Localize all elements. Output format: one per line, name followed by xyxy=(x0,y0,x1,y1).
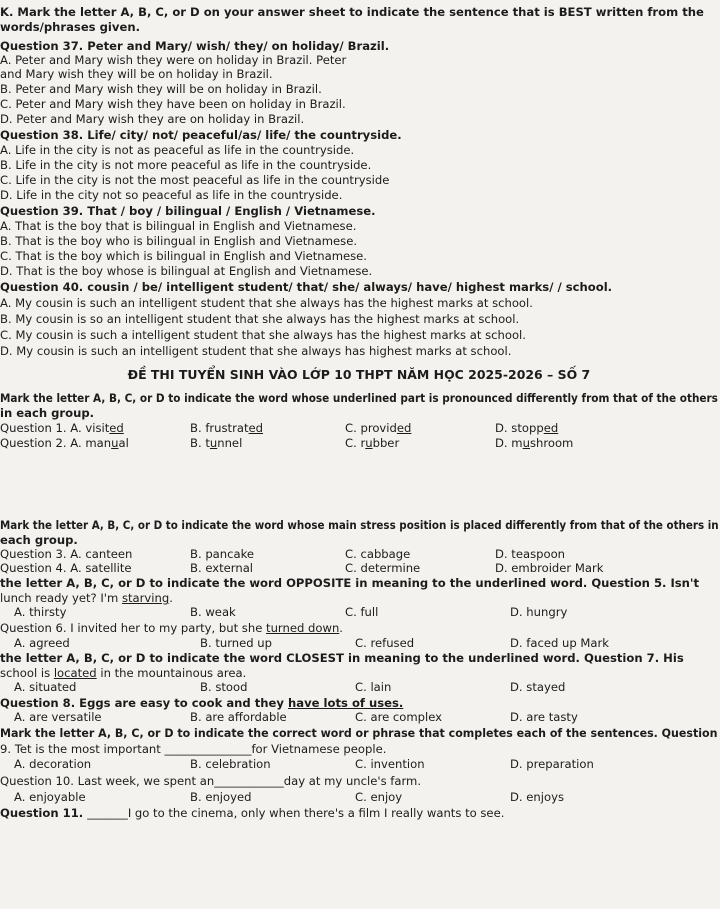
q6-option-b: B. turned up xyxy=(200,636,273,650)
q7-option-d: D. stayed xyxy=(510,680,566,694)
q10-post: day at my uncle's farm. xyxy=(283,774,422,788)
q38-option-b: B. Life in the city is not more peaceful as life in the countryside. xyxy=(0,158,372,172)
q4-option-d: D. embroider Mark xyxy=(495,561,604,575)
q2-b-underlined: u xyxy=(209,436,218,450)
q2-d-underlined: u xyxy=(522,436,530,450)
q2-c-underlined: u xyxy=(365,436,373,450)
q9-option-d: D. preparation xyxy=(510,757,594,771)
q4-option-b: B. external xyxy=(190,561,254,575)
q40-option-a: A. My cousin is such an intelligent student that she always has the highest marks at school. xyxy=(0,296,533,310)
q38-option-d: D. Life in the city not so peaceful as life in the countryside. xyxy=(0,188,343,202)
q9-option-a: A. decoration xyxy=(14,757,92,771)
q1-a-underlined: ed xyxy=(109,421,124,435)
q3-option-c: C. cabbage xyxy=(345,547,411,561)
q8-option-d: D. are tasty xyxy=(510,710,578,724)
q11-blank: _______ xyxy=(87,806,128,820)
q8-pre: Question 8. Eggs are easy to cook and they xyxy=(0,696,288,710)
pronunciation-instruction-line2: in each group. xyxy=(0,406,95,420)
opposite-instruction: the letter A, B, C, or D to indicate the word OPPOSITE in meaning to the underlined word. Question 5. Isn't xyxy=(0,576,700,590)
q6-option-d: D. faced up Mark xyxy=(510,636,610,650)
q3-option-d: D. teaspoon xyxy=(495,547,566,561)
q8-stem xyxy=(0,696,403,710)
q5-underlined: starving xyxy=(121,591,170,605)
q37-option-a-line1: A. Peter and Mary wish they were on holiday in Brazil. Peter xyxy=(0,53,347,67)
q2-c-pre: C. r xyxy=(345,436,366,450)
q6-option-a: A. agreed xyxy=(14,636,70,650)
q1-option-d xyxy=(495,421,558,435)
q2-label: Question 2. A. xyxy=(0,436,86,450)
q1-option-b xyxy=(190,421,263,435)
q5-stem xyxy=(0,591,173,605)
q10-option-a: A. enjoyable xyxy=(14,790,86,804)
section-instruction-line1: K. Mark the letter A, B, C, or D on your answer sheet to indicate the sentence that is BEST written from the xyxy=(0,5,704,19)
exam-title: ĐỀ THI TUYỂN SINH VÀO LỚP 10 THPT NĂM HỌC 2025-2026 – SỐ 7 xyxy=(127,367,591,382)
q2-a-underlined: u xyxy=(111,436,119,450)
q10-option-d: D. enjoys xyxy=(510,790,564,804)
q7-option-b: B. stood xyxy=(200,680,248,694)
q39-option-c: C. That is the boy which is bilingual in English and Vietnamese. xyxy=(0,249,367,263)
q1-a-pre: visit xyxy=(85,421,110,435)
q2-option-d xyxy=(495,436,573,450)
q5-option-c: C. full xyxy=(345,605,379,619)
q39-option-a: A. That is the boy that is bilingual in English and Vietnamese. xyxy=(0,219,357,233)
q9-option-b: B. celebration xyxy=(190,757,271,771)
q4-option-c: C. determine xyxy=(345,561,421,575)
q5-option-b: B. weak xyxy=(190,605,236,619)
q39-stem: Question 39. That / boy / bilingual / English / Vietnamese. xyxy=(0,204,376,218)
q9-post: for Vietnamese people. xyxy=(251,742,387,756)
q1-d-underlined: ed xyxy=(543,421,559,435)
q7-underlined: located xyxy=(53,666,97,680)
q9-blank: _______________ xyxy=(164,742,252,756)
q8-underlined: have lots of uses. xyxy=(288,696,404,710)
q37-option-a-line2: and Mary wish they will be on holiday in Brazil. xyxy=(0,67,273,81)
q1-option-c xyxy=(345,421,411,435)
q2-b-post: nnel xyxy=(217,436,243,450)
q40-option-b: B. My cousin is so an intelligent student that she always has the highest marks at school. xyxy=(0,312,520,326)
q40-option-d: D. My cousin is such an intelligent student that she always has highest marks at school. xyxy=(0,344,512,358)
stress-instruction-line1: Mark the letter A, B, C, or D to indicate the word whose main stress position is placed differently from that of the others in xyxy=(0,518,719,532)
q8-option-a: A. are versatile xyxy=(14,710,102,724)
q9-option-c: C. invention xyxy=(355,757,425,771)
q11-post: I go to the cinema, only when there's a film I really wants to see. xyxy=(127,806,505,820)
q38-option-c: C. Life in the city is not the most peaceful as life in the countryside xyxy=(0,173,390,187)
q1-b-underlined: ed xyxy=(248,421,264,435)
q7-stem xyxy=(0,666,246,680)
q5-option-a: A. thirsty xyxy=(14,605,67,619)
q1-option-a xyxy=(0,421,124,435)
q10-pre: Question 10. Last week, we spent an xyxy=(0,774,215,788)
q1-label: Question 1. A. xyxy=(0,421,86,435)
q2-a-post: al xyxy=(118,436,129,450)
q37-option-d: D. Peter and Mary wish they are on holiday in Brazil. xyxy=(0,112,305,126)
completion-instruction: Mark the letter A, B, C, or D to indicate the correct word or phrase that completes each of the sentences. Question xyxy=(0,726,718,740)
q6-option-c: C. refused xyxy=(355,636,415,650)
q2-option-c xyxy=(345,436,399,450)
q40-stem: Question 40. cousin / be/ intelligent student/ that/ she/ always/ have/ highest marks/ / school. xyxy=(0,280,613,294)
q4-stem: Question 4. A. satellite xyxy=(0,561,132,575)
q6-underlined: turned down xyxy=(266,621,340,635)
q6-stem xyxy=(0,621,343,635)
q1-c-underlined: ed xyxy=(396,421,412,435)
q9-pre: 9. Tet is the most important xyxy=(0,742,165,756)
q37-option-b: B. Peter and Mary wish they will be on holiday in Brazil. xyxy=(0,82,322,96)
q11-pre: Question 11. xyxy=(0,806,88,820)
q3-option-b: B. pancake xyxy=(190,547,255,561)
q37-stem: Question 37. Peter and Mary/ wish/ they/ on holiday/ Brazil. xyxy=(0,39,390,53)
q10-option-b: B. enjoyed xyxy=(190,790,252,804)
q3-stem: Question 3. A. canteen xyxy=(0,547,133,561)
q6-pre: Question 6. I invited her to my party, but she xyxy=(0,621,267,635)
q9-stem xyxy=(0,742,386,756)
stress-instruction-line2: each group. xyxy=(0,533,78,547)
section-instruction-line2: words/phrases given. xyxy=(0,20,140,34)
q39-option-d: D. That is the boy whose is bilingual at English and Vietnamese. xyxy=(0,264,373,278)
q11-stem xyxy=(0,806,504,820)
q1-d-pre: D. stopp xyxy=(495,421,544,435)
q7-post: in the mountainous area. xyxy=(96,666,247,680)
q37-option-c: C. Peter and Mary wish they have been on holiday in Brazil. xyxy=(0,97,346,111)
q8-option-b: B. are affordable xyxy=(190,710,287,724)
q10-stem xyxy=(0,774,421,788)
pronunciation-instruction-line1: Mark the letter A, B, C, or D to indicate the word whose underlined part is pronounced differently from that of the others xyxy=(0,391,718,405)
q2-d-post: shroom xyxy=(529,436,574,450)
q7-option-a: A. situated xyxy=(14,680,77,694)
q2-a-pre: man xyxy=(85,436,112,450)
q10-blank: ____________ xyxy=(214,774,284,788)
q2-d-pre: D. m xyxy=(495,436,523,450)
q8-option-c: C. are complex xyxy=(355,710,443,724)
closest-instruction: the letter A, B, C, or D to indicate the word CLOSEST in meaning to the underlined word. Question 7. His xyxy=(0,651,684,665)
q5-post: . xyxy=(169,591,173,605)
q39-option-b: B. That is the boy who is bilingual in English and Vietnamese. xyxy=(0,234,358,248)
q6-post: . xyxy=(339,621,343,635)
q1-c-pre: C. provid xyxy=(345,421,397,435)
q5-pre: lunch ready yet? I'm xyxy=(0,591,122,605)
q2-b-pre: B. t xyxy=(190,436,210,450)
q7-option-c: C. lain xyxy=(355,680,392,694)
q40-option-c: C. My cousin is such a intelligent student that she always has the highest marks at school. xyxy=(0,328,526,342)
q38-option-a: A. Life in the city is not as peaceful as life in the countryside. xyxy=(0,143,355,157)
q5-option-d: D. hungry xyxy=(510,605,568,619)
q38-stem: Question 38. Life/ city/ not/ peaceful/as/ life/ the countryside. xyxy=(0,128,402,142)
q1-b-pre: B. frustrat xyxy=(190,421,249,435)
q7-pre: school is xyxy=(0,666,54,680)
q10-option-c: C. enjoy xyxy=(355,790,403,804)
q2-c-post: bber xyxy=(372,436,400,450)
q2-option-a xyxy=(0,436,129,450)
q2-option-b xyxy=(190,436,242,450)
